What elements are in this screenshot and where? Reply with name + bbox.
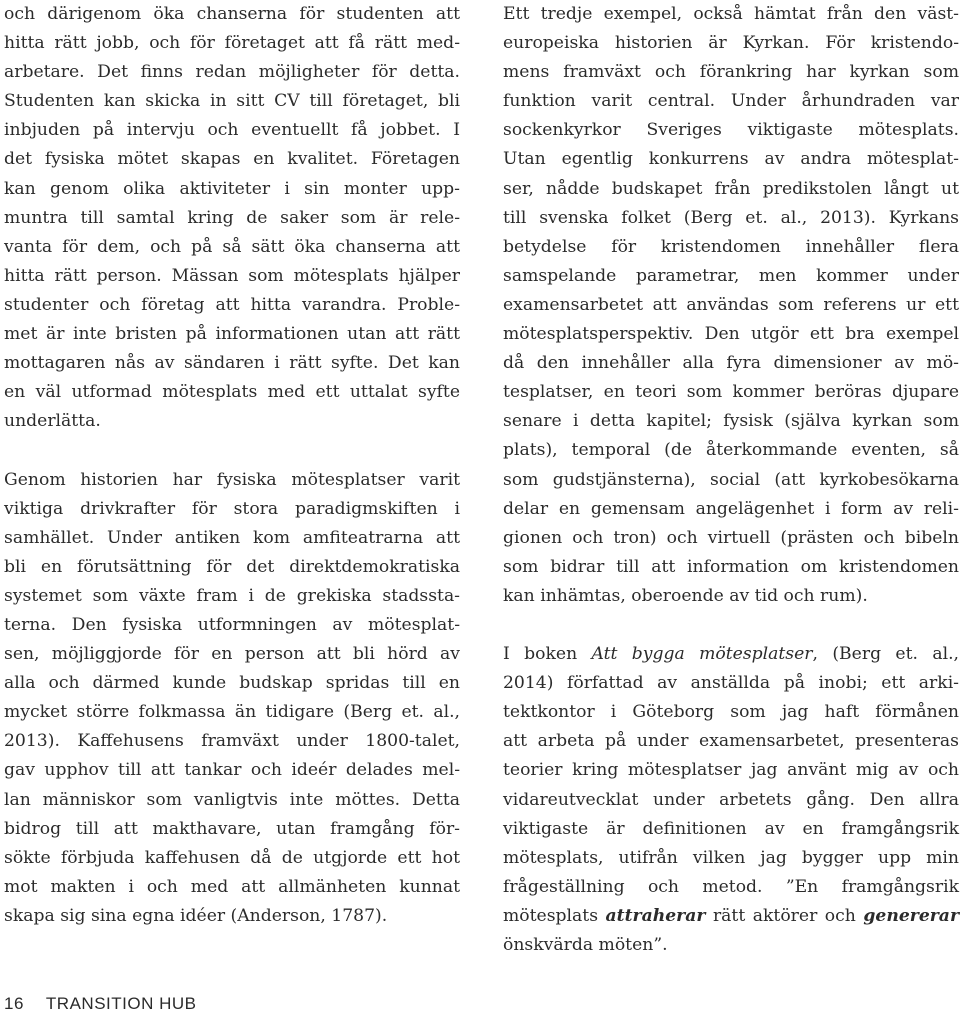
text-line: och därigenom öka chanserna för studenten att (4, 4, 460, 24)
paragraph-left-1 (4, 0, 460, 436)
text-line: Ett tredje exempel, också hämtat från den väst- (503, 4, 959, 24)
text-line: systemet som växte fram i de grekiska stadssta- (4, 585, 460, 606)
text-line: lan människor som vanligtvis inte möttes. Detta (4, 789, 460, 810)
text-line: mycket större folkmassa än tidigare (Berg et. al., (4, 702, 460, 723)
text-line: betydelse för kristendomen innehåller flera (503, 236, 959, 257)
paragraph-right-1 (503, 0, 959, 611)
text-line: bli en förutsättning för det direktdemokratiska (4, 556, 460, 577)
paragraph-gap (503, 611, 959, 640)
text-line: underlätta. (4, 411, 101, 432)
text-line: sockenkyrkor Sveriges viktigaste mötesplats. (503, 120, 959, 141)
text-line: met är inte bristen på informationen utan att rätt (4, 324, 460, 345)
text-line: senare i detta kapitel; fysisk (själva kyrkan som (503, 411, 959, 432)
text-line: Genom historien har fysiska mötesplatser varit (4, 469, 460, 490)
text-line: studenter och företag att hitta varandra. Proble- (4, 294, 460, 315)
text-line: bidrog till att makthavare, utan framgång för- (4, 818, 460, 839)
text-line: arbetare. Det finns redan möjligheter för detta. (4, 62, 460, 83)
text-line: kan inhämtas, oberoende av tid och rum). (503, 585, 868, 606)
publication-title: TRANSITION HUB (45, 994, 197, 1013)
text-run: , (Berg et. al., (812, 644, 959, 665)
text-line: europeiska historien är Kyrkan. För kristendo- (503, 33, 959, 54)
text-line: tektkontor i Göteborg som jag haft förmånen (503, 702, 959, 723)
text-line: plats), temporal (de återkommande eventen, så (503, 440, 959, 461)
text-line: samhället. Under antiken kom amfiteatrarna att (4, 527, 460, 548)
text-line: inbjuden på intervju och eventuellt få jobbet. I (4, 120, 460, 141)
text-line: gav upphov till att tankar och ideér delades mel- (4, 760, 460, 781)
text-line: mötesplats, utifrån vilken jag bygger upp min (503, 847, 959, 868)
text-line: delar en gemensam angelägenhet i form av reli- (503, 498, 959, 519)
text-line (503, 640, 959, 669)
text-line: 2014) författad av anställda på inobi; ett arki- (503, 673, 959, 694)
text-line: som bidrar till att information om kristendomen (503, 556, 959, 577)
text-line: Studenten kan skicka in sitt CV till företaget, bli (4, 91, 460, 112)
text-line: Utan egentlig konkurrens av andra mötesplat- (503, 149, 959, 170)
paragraph-right-2 (503, 640, 959, 960)
text-line: sen, möjliggjorde för en person att bli hörd av (4, 644, 460, 665)
page-footer (4, 994, 196, 1014)
page-number: 16 (4, 994, 24, 1013)
text-line: frågeställning och metod. ”En framgångsrik (503, 876, 959, 897)
text-line: mens framväxt och förankring har kyrkan som (503, 62, 959, 83)
text-line: 2013). Kaffehusens framväxt under 1800-talet, (4, 731, 460, 752)
text-line: ser, nådde budskapet från predikstolen långt ut (503, 178, 959, 199)
text-line: viktigaste är definitionen av en framgångsrik (503, 818, 959, 839)
book-title: Att bygga mötesplatser (591, 644, 813, 665)
text-line: funktion varit central. Under århundraden var (503, 91, 959, 112)
text-line: viktiga drivkrafter för stora paradigmskiften i (4, 498, 460, 519)
text-line: till svenska folket (Berg et. al., 2013). Kyrkans (503, 207, 959, 228)
emphasis-attraherar: attraherar (605, 905, 706, 926)
text-line: alla och därmed kunde budskap spridas till en (4, 673, 460, 694)
text-line: terna. Den fysiska utformningen av mötesplat- (4, 614, 460, 635)
text-line: det fysiska mötet skapas en kvalitet. Företagen (4, 149, 460, 170)
text-line: hitta rätt jobb, och för företaget att få rätt med- (4, 33, 460, 54)
text-line: sökte förbjuda kaffehusen då de utgjorde ett hot (4, 847, 460, 868)
paragraph-gap (4, 436, 460, 465)
text-line: vidareutvecklat under arbetets gång. Den allra (503, 789, 959, 810)
text-line: att arbeta på under examensarbetet, presenteras (503, 731, 959, 752)
text-line: mötesplatsperspektiv. Den utgör ett bra exempel (503, 324, 959, 345)
text-line: hitta rätt person. Mässan som mötesplats hjälper (4, 265, 460, 286)
text-line: då den innehåller alla fyra dimensioner av mö- (503, 353, 959, 374)
text-line: som gudstjänsterna), social (att kyrkobesökarna (503, 469, 959, 490)
paragraph-left-2 (4, 466, 460, 932)
text-line: tesplatser, en teori som kommer beröras djupare (503, 382, 959, 403)
text-line: mottagaren nås av sändaren i rätt syfte. Det kan (4, 353, 460, 374)
emphasis-genererar: genererar (863, 905, 959, 926)
text-line: en väl utformad mötesplats med ett uttalat syfte (4, 382, 460, 403)
text-line: muntra till samtal kring de saker som är rele- (4, 207, 460, 228)
text-line (503, 902, 959, 931)
text-run: I boken (503, 644, 592, 665)
text-run: rätt aktörer och (705, 905, 864, 926)
text-line: vanta för dem, och på så sätt öka chanserna att (4, 236, 460, 257)
text-line: gionen och tron) och virtuell (prästen och bibeln (503, 527, 959, 548)
text-line: mot makten i och med att allmänheten kunnat (4, 876, 460, 897)
text-line: kan genom olika aktiviteter i sin monter upp- (4, 178, 460, 199)
right-column (503, 0, 959, 960)
text-line: skapa sig sina egna idéer (Anderson, 1787). (4, 905, 388, 926)
text-line: samspelande parametrar, men kommer under (503, 265, 959, 286)
text-run: mötesplats (503, 905, 606, 926)
text-line: teorier kring mötesplatser jag använt mig av och (503, 760, 959, 781)
text-line: examensarbetet att användas som referens ur ett (503, 294, 959, 315)
left-column (4, 0, 460, 931)
text-line: önskvärda möten”. (503, 935, 668, 955)
